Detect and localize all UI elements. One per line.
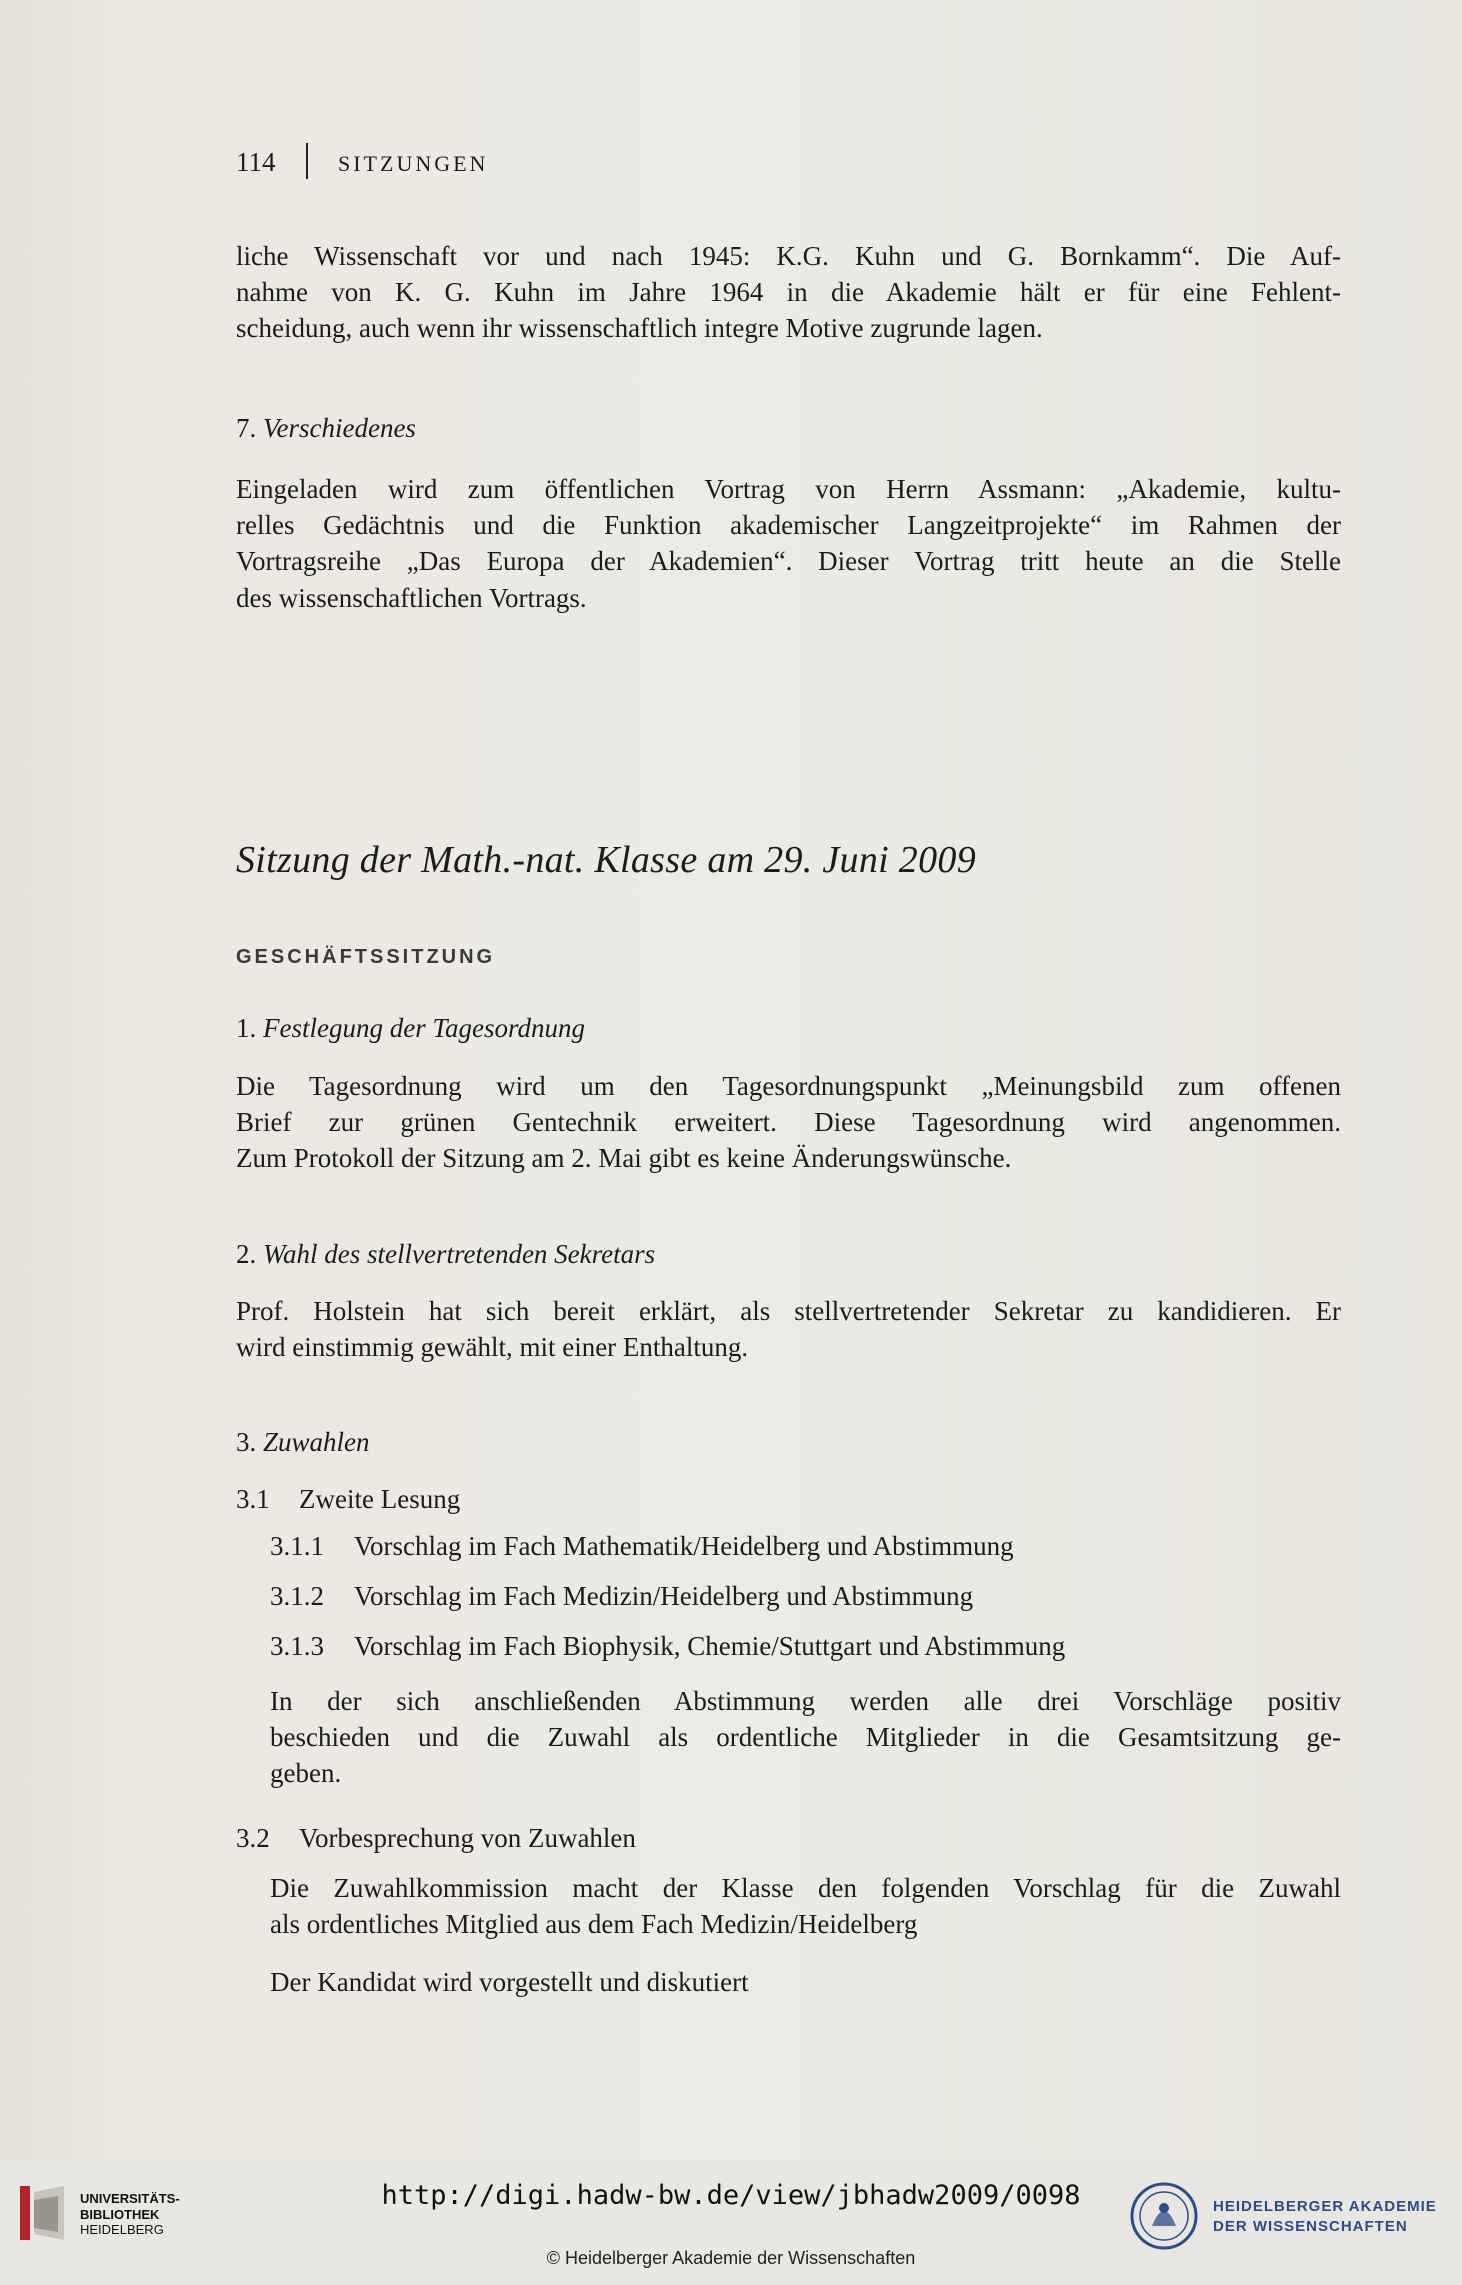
footer-bar <box>0 2160 1462 2285</box>
session-subheading: GESCHÄFTSSITZUNG <box>236 946 496 968</box>
text-line: wird einstimmig gewählt, mit einer Enthaltung. <box>236 1332 749 1363</box>
text-line: des wissenschaftlichen Vortrags. <box>236 582 587 613</box>
running-head <box>236 143 488 179</box>
text-line: Brief zur grünen Gentechnik erweitert. Diese Tagesordnung wird angenommen. <box>236 1107 1341 1138</box>
subitem-number: 3.1.2 <box>270 1581 324 1611</box>
subitem-text: Vorschlag im Fach Mathematik/Heidelberg und Abstimmung <box>354 1531 1014 1561</box>
subsection-3-2-last-line: Der Kandidat wird vorgestellt und diskutiert <box>270 1967 749 1997</box>
subsection-3-1-heading <box>236 1481 460 1517</box>
text-line: scheidung, auch wenn ihr wissenschaftlich integre Motive zugrunde lagen. <box>236 313 1043 344</box>
text-line: als ordentliches Mitglied aus dem Fach Medizin/Heidelberg <box>270 1909 918 1940</box>
subsection-number: 3.1 <box>236 1484 270 1514</box>
item-title: Verschiedenes <box>263 413 416 443</box>
item-title: Zuwahlen <box>263 1427 370 1457</box>
session-title: Sitzung der Math.-nat. Klasse am 29. Juni 2009 <box>236 839 976 881</box>
subsection-3-2-heading <box>236 1820 636 1856</box>
text-line: geben. <box>270 1758 342 1789</box>
text-line: Die Tagesordnung wird um den Tagesordnungspunkt „Meinungsbild zum offenen <box>236 1071 1341 1101</box>
item-1-paragraph <box>236 1068 1341 1177</box>
header-divider <box>306 143 308 179</box>
subitem-text: Vorschlag im Fach Biophysik, Chemie/Stuttgart und Abstimmung <box>354 1631 1066 1661</box>
subitem-number: 3.1.1 <box>270 1531 324 1561</box>
intro-paragraph <box>236 238 1341 347</box>
page-number: 114 <box>236 147 276 177</box>
source-url-link[interactable]: http://digi.hadw-bw.de/view/jbhadw2009/0098 <box>381 2180 1081 2211</box>
text-line: nahme von K. G. Kuhn im Jahre 1964 in die Akademie hält er für eine Fehlent- <box>236 277 1341 308</box>
item-title: Wahl des stellvertretenden Sekretars <box>263 1239 656 1269</box>
subitem-3-1-3 <box>270 1631 1065 1662</box>
text-line: Eingeladen wird zum öffentlichen Vortrag von Herrn Assmann: „Akademie, kultu- <box>236 474 1341 504</box>
wordmark-line: DER WISSENSCHAFTEN <box>1213 2217 1408 2235</box>
wordmark-line: UNIVERSITÄTS- <box>80 2191 180 2206</box>
subitem-text: Vorschlag im Fach Medizin/Heidelberg und Abstimmung <box>354 1581 974 1611</box>
text-line: liche Wissenschaft vor und nach 1945: K.G. Kuhn und G. Bornkamm“. Die Auf- <box>236 241 1341 271</box>
item-3-heading <box>236 1424 370 1460</box>
text-line: Prof. Holstein hat sich bereit erklärt, als stellvertretender Sekretar zu kandidieren. Er <box>236 1296 1341 1326</box>
item-number: 2. <box>236 1239 257 1269</box>
academy-wordmark <box>1213 2197 1437 2236</box>
subitem-number: 3.1.3 <box>270 1631 324 1661</box>
item-1-heading <box>236 1010 585 1046</box>
text-line: Vortragsreihe „Das Europa der Akademien“. Dieser Vortrag tritt heute an die Stelle <box>236 546 1341 577</box>
wordmark-line: HEIDELBERGER AKADEMIE <box>1213 2198 1437 2215</box>
item-7-heading <box>236 410 416 446</box>
subitem-3-1-1 <box>270 1531 1014 1562</box>
text-line: beschieden und die Zuwahl als ordentliche Mitglieder in die Gesamtsitzung ge- <box>270 1722 1341 1753</box>
academy-seal-icon <box>1130 2182 1198 2250</box>
text-line: Die Zuwahlkommission macht der Klasse den folgenden Vorschlag für die Zuwahl <box>270 1873 1341 1903</box>
item-number: 1. <box>236 1013 257 1043</box>
text-line: Zum Protokoll der Sitzung am 2. Mai gibt es keine Änderungswünsche. <box>236 1143 1012 1174</box>
subsection-title: Vorbesprechung von Zuwahlen <box>299 1823 636 1853</box>
subsection-title: Zweite Lesung <box>299 1484 461 1514</box>
item-2-heading <box>236 1236 655 1272</box>
text-line: relles Gedächtnis und die Funktion akademischer Langzeitprojekte“ im Rahmen der <box>236 510 1341 541</box>
text-line: In der sich anschließenden Abstimmung werden alle drei Vorschläge positiv <box>270 1686 1341 1716</box>
subsection-number: 3.2 <box>236 1823 270 1853</box>
copyright-notice: © Heidelberger Akademie der Wissenschaften <box>546 2248 916 2268</box>
item-number: 7. <box>236 413 257 443</box>
subitem-3-1-2 <box>270 1581 973 1612</box>
wordmark-line: HEIDELBERG <box>80 2222 164 2238</box>
subsection-3-2-paragraph <box>270 1870 1341 1942</box>
item-title: Festlegung der Tagesordnung <box>263 1013 585 1043</box>
item-2-paragraph <box>236 1293 1341 1365</box>
section-label: SITZUNGEN <box>338 151 489 176</box>
wordmark-line: BIBLIOTHEK <box>80 2206 160 2222</box>
subsection-3-1-paragraph <box>270 1683 1341 1792</box>
item-number: 3. <box>236 1427 257 1457</box>
item-7-paragraph <box>236 471 1341 616</box>
